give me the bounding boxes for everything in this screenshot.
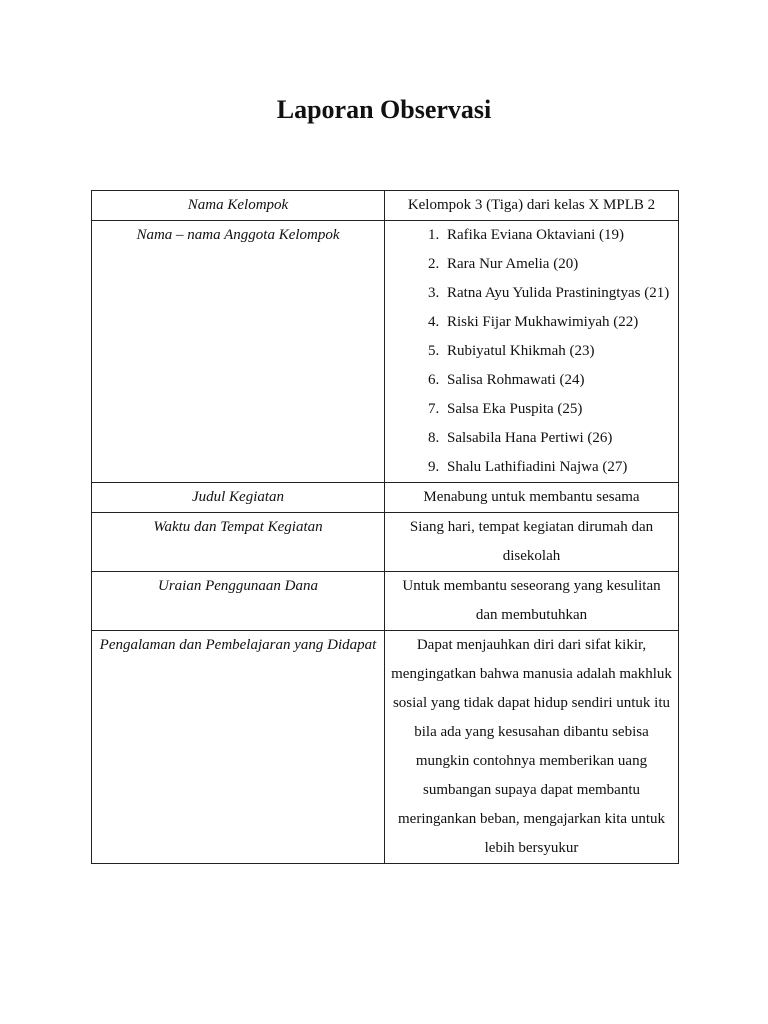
experience-value: Dapat menjauhkan diri dari sifat kikir, mengingatkan bahwa manusia adalah makhluk sosial yang tidak dapat hidup sendiri untuk itu bila ada yang kesusahan dibantu sebisa mungkin contohnya memberikan uang sumbangan supaya dapat membantu meringankan beban, mengajarkan kita untuk lebih bersyukur	[385, 631, 679, 864]
time-place-label: Waktu dan Tempat Kegiatan	[92, 513, 385, 572]
experience-label: Pengalaman dan Pembelajaran yang Didapat	[92, 631, 385, 864]
table-row-activity-title	[92, 483, 679, 513]
group-value: Kelompok 3 (Tiga) dari kelas X MPLB 2	[385, 191, 679, 221]
table-row-members	[92, 221, 679, 483]
activity-title-value: Menabung untuk membantu sesama	[385, 483, 679, 513]
activity-title-label: Judul Kegiatan	[92, 483, 385, 513]
fund-use-value: Untuk membantu seseorang yang kesulitan dan membutuhkan	[385, 572, 679, 631]
report-table	[91, 190, 679, 864]
time-place-value: Siang hari, tempat kegiatan dirumah dan disekolah	[385, 513, 679, 572]
table-row-fund-use	[92, 572, 679, 631]
members-cell	[385, 221, 679, 483]
list-item: 5. Rubiyatul Khikmah (23)	[443, 337, 672, 366]
member-list	[391, 221, 672, 482]
list-item: 7. Salsa Eka Puspita (25)	[443, 395, 672, 424]
table-row-time-place	[92, 513, 679, 572]
list-item: 4. Riski Fijar Mukhawimiyah (22)	[443, 308, 672, 337]
list-item: 2. Rara Nur Amelia (20)	[443, 250, 672, 279]
list-item: 8. Salsabila Hana Pertiwi (26)	[443, 424, 672, 453]
list-item: 1. Rafika Eviana Oktaviani (19)	[443, 221, 672, 250]
fund-use-label: Uraian Penggunaan Dana	[92, 572, 385, 631]
members-label: Nama – nama Anggota Kelompok	[92, 221, 385, 483]
list-item: 3. Ratna Ayu Yulida Prastiningtyas (21)	[443, 279, 672, 308]
table-row-experience	[92, 631, 679, 864]
group-label: Nama Kelompok	[92, 191, 385, 221]
list-item: 6. Salisa Rohmawati (24)	[443, 366, 672, 395]
list-item: 9. Shalu Lathifiadini Najwa (27)	[443, 453, 672, 482]
table-row-group	[92, 191, 679, 221]
page-title: Laporan Observasi	[276, 95, 492, 124]
